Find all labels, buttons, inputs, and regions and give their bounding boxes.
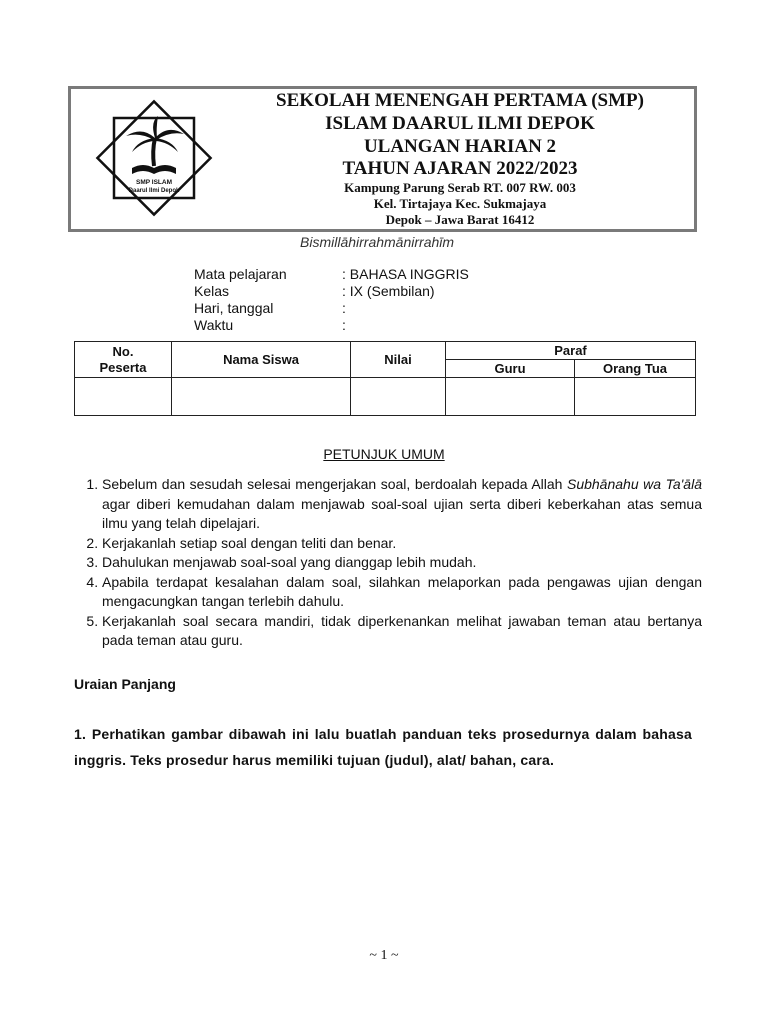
address-line-1: Kampung Parung Serab RT. 007 RW. 003	[344, 180, 576, 195]
rule-item: 2. Kerjakanlah setiap soal dengan teliti dan benar.	[102, 534, 702, 554]
address-line-2: Kel. Tirtajaya Kec. Sukmajaya	[373, 196, 547, 211]
page-number: ~ 1 ~	[369, 948, 399, 963]
rule-item: 3. Dahulukan menjawab soal-soal yang dianggap lebih mudah.	[102, 553, 702, 573]
petunjuk-title: PETUNJUK UMUM	[323, 446, 445, 462]
header-nilai: Nilai	[351, 342, 446, 378]
header-no-label: No.	[112, 343, 134, 359]
rule-1-italic: Subhānahu wa Ta'ālā	[566, 476, 702, 492]
rule-1-text: Sebelum dan sesudah selesai mengerjakan soal, berdoalah kepada Allah	[102, 476, 567, 492]
header-nama-siswa: Nama Siswa	[172, 342, 351, 378]
header-paraf: Paraf	[446, 342, 696, 360]
header-orang-tua: Orang Tua	[575, 360, 696, 378]
question-1: 1. Perhatikan gambar dibawah ini lalu buatlah panduan teks prosedurnya dalam bahasa inggris. Teks prosedur harus memiliki tujuan (judul), alat/ bahan, cara.	[74, 726, 692, 768]
bismillah: Bismillāhirrahmānirrahīm	[300, 234, 455, 250]
info-label: Mata pelajaran	[194, 266, 287, 282]
logo-text-2: Daarul Ilmi Depok	[128, 188, 180, 194]
rule-item: 5. Kerjakanlah soal secara mandiri, tidak diperkenankan melihat jawaban teman atau bertanya pada teman atau guru.	[102, 612, 702, 651]
header-line-1: SEKOLAH MENENGAH PERTAMA (SMP)	[276, 90, 644, 111]
rules-list	[80, 475, 702, 651]
info-value: : BAHASA INGGRIS	[342, 266, 469, 282]
cell-nilai[interactable]	[351, 378, 446, 416]
student-table	[74, 341, 696, 416]
address-line-3: Depok – Jawa Barat 16412	[385, 212, 535, 227]
info-value: :	[342, 317, 346, 333]
rule-item: 4. Apabila terdapat kesalahan dalam soal, silahkan melaporkan pada pengawas ujian dengan mengacungkan tangan terlebih dahulu.	[102, 573, 702, 612]
header-line-3: ULANGAN HARIAN 2	[363, 136, 557, 157]
logo-text-1: SMP ISLAM	[136, 179, 172, 186]
school-logo	[92, 96, 216, 220]
info-label: Hari, tanggal	[194, 300, 274, 316]
header-no-peserta	[75, 342, 172, 378]
section-uraian-title: Uraian Panjang	[74, 676, 176, 692]
rule-item	[102, 475, 702, 534]
header-guru: Guru	[446, 360, 575, 378]
header-line-2: ISLAM DAARUL ILMI DEPOK	[325, 113, 595, 134]
cell-paraf-orang-tua[interactable]	[575, 378, 696, 416]
rule-1-text-end: agar diberi kemudahan dalam menjawab soal-soal ujian serta diberi keberkahan atas semua ilmu yang telah dipelajari.	[102, 495, 702, 531]
header-peserta-label: Peserta	[99, 359, 147, 375]
cell-paraf-guru[interactable]	[446, 378, 575, 416]
info-value: :	[342, 300, 346, 316]
cell-nama-siswa[interactable]	[172, 378, 351, 416]
info-label: Kelas	[194, 283, 230, 299]
info-label: Waktu	[194, 317, 234, 333]
header-line-4: TAHUN AJARAN 2022/2023	[342, 158, 578, 179]
info-value: : IX (Sembilan)	[342, 283, 435, 299]
cell-no-peserta[interactable]	[75, 378, 172, 416]
